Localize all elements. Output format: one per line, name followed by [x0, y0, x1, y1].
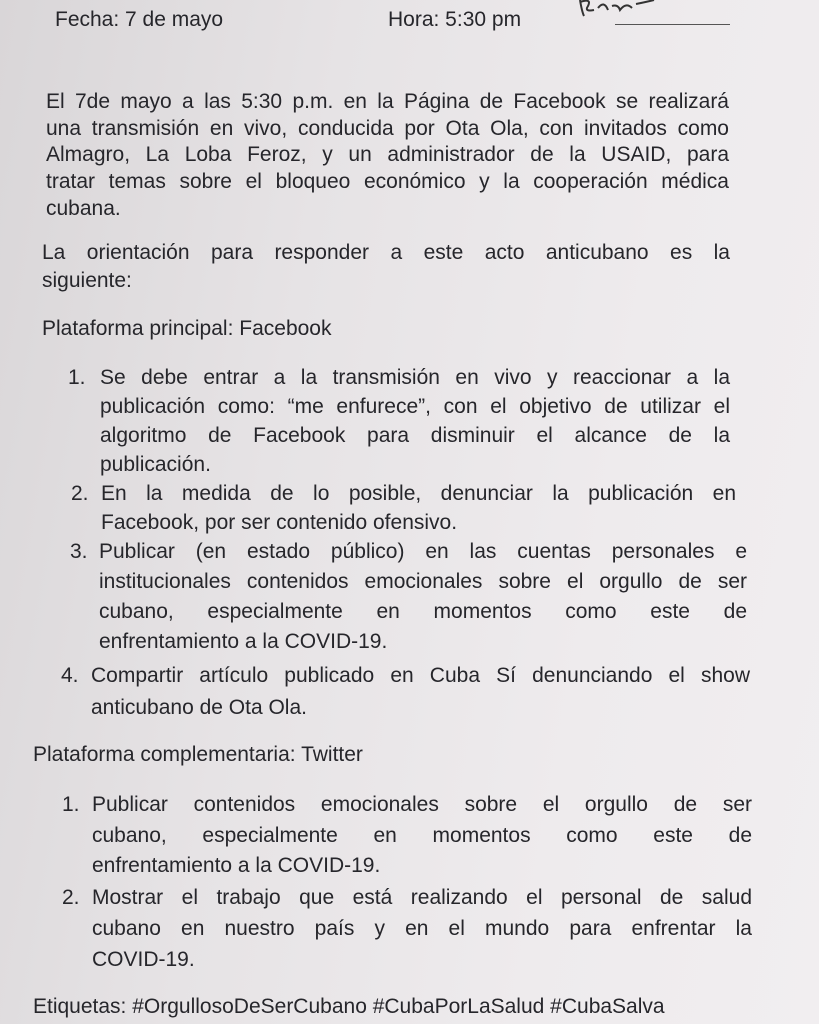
list-item-line: Mostrar el trabajo que está realizando el personal de salud	[92, 886, 752, 909]
list-item-line: cubano en nuestro país y en el mundo para enfrentar la	[92, 917, 752, 940]
orientation-line: siguiente:	[42, 269, 132, 292]
list-item-line: publicación como: “me enfurece”, con el objetivo de utilizar el	[100, 395, 730, 418]
signature-line	[615, 24, 730, 25]
list-number: 1.	[62, 793, 80, 816]
signature-scribble	[574, 0, 664, 20]
facebook-heading: Plataforma principal: Facebook	[42, 317, 332, 340]
list-number: 2.	[62, 886, 80, 909]
list-item-line: institucionales contenidos emocionales sobre el orgullo de ser	[99, 570, 747, 593]
intro-line: cubana.	[46, 197, 121, 220]
list-item-line: cubano, especialmente en momentos como este de	[99, 600, 747, 623]
list-item-line: Facebook, por ser contenido ofensivo.	[101, 511, 458, 534]
list-number: 2.	[71, 482, 89, 505]
list-number: 1.	[68, 366, 86, 389]
orientation-line: La orientación para responder a este acto anticubano es la	[42, 241, 730, 264]
date-label: Fecha: 7 de mayo	[55, 8, 224, 31]
list-item-line: Publicar contenidos emocionales sobre el orgullo de ser	[92, 793, 752, 816]
list-item-line: cubano, especialmente en momentos como este de	[92, 824, 752, 847]
list-item-line: algoritmo de Facebook para disminuir el alcance de la	[100, 424, 730, 447]
twitter-heading: Plataforma complementaria: Twitter	[33, 743, 363, 766]
list-item-line: Se debe entrar a la transmisión en vivo y reaccionar a la	[100, 366, 730, 389]
intro-line: una transmisión en vivo, conducida por Ota Ola, con invitados como	[46, 117, 729, 140]
list-item-line: Publicar (en estado público) en las cuentas personales e	[99, 540, 747, 563]
list-item-line: En la medida de lo posible, denunciar la publicación en	[101, 482, 736, 505]
intro-line: El 7de mayo a las 5:30 p.m. en la Página de Facebook se realizará	[46, 90, 729, 113]
intro-line: tratar temas sobre el bloqueo económico y la cooperación médica	[46, 170, 729, 193]
list-item-line: COVID-19.	[92, 948, 195, 971]
list-item-line: enfrentamiento a la COVID-19.	[92, 854, 381, 877]
list-item-line: Compartir artículo publicado en Cuba Sí denunciando el show	[91, 664, 750, 687]
list-item-line: publicación.	[100, 453, 211, 476]
list-item-line: anticubano de Ota Ola.	[91, 696, 307, 719]
time-label: Hora: 5:30 pm	[388, 8, 522, 31]
tags-line: Etiquetas: #OrgullosoDeSerCubano #CubaPorLaSalud #CubaSalva	[33, 995, 665, 1018]
list-number: 3.	[70, 540, 88, 563]
intro-line: Almagro, La Loba Feroz, y un administrador de la USAID, para	[46, 143, 729, 166]
list-number: 4.	[61, 664, 79, 687]
list-item-line: enfrentamiento a la COVID-19.	[99, 630, 388, 653]
